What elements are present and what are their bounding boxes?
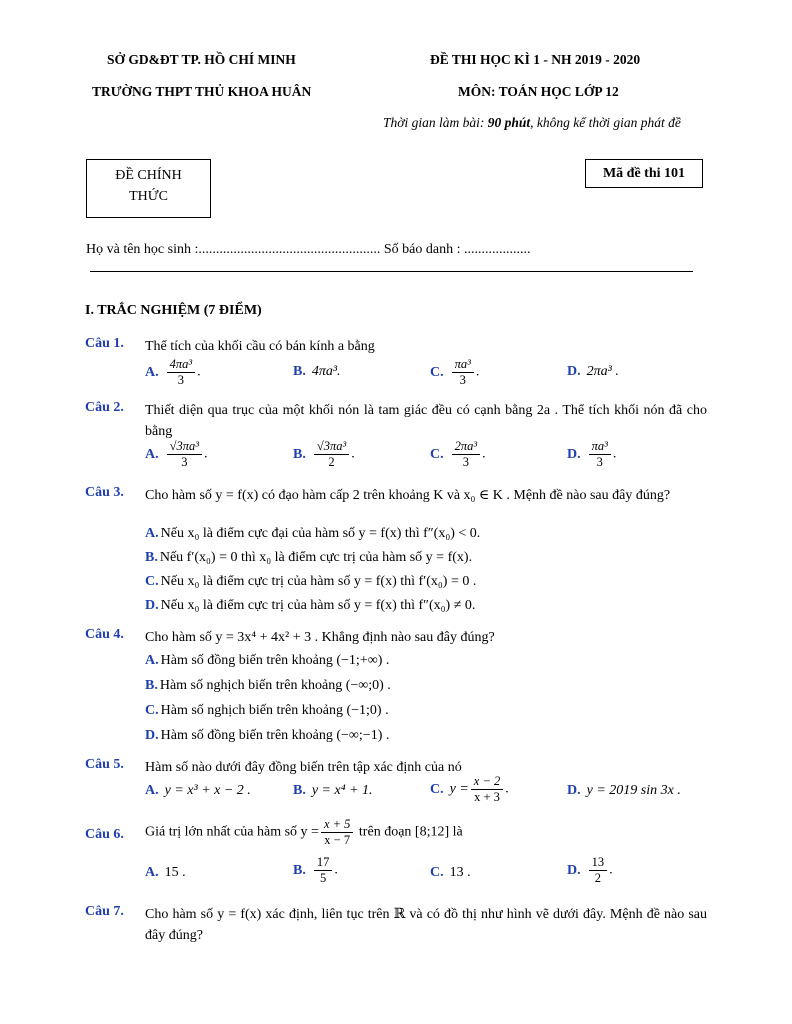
student-info-line: Họ và tên học sinh :.................................................... Số báo danh : ...................	[86, 242, 531, 257]
school-name: TRƯỜNG THPT THỦ KHOA HUÂN	[92, 84, 312, 99]
numerator: 4πa³	[167, 357, 196, 373]
fraction	[314, 439, 349, 470]
option-text: y = x⁴ + 1.	[311, 783, 373, 798]
option-label: C.	[430, 446, 444, 462]
option-label: C.	[430, 781, 444, 797]
option-after: .	[351, 446, 355, 462]
denominator: 3	[181, 455, 188, 469]
option-text: 13 .	[449, 865, 471, 880]
fraction	[321, 817, 353, 848]
question-1-text: Thể tích của khối cầu có bán kính a bằng	[145, 339, 375, 354]
fraction	[471, 774, 503, 805]
q2-option-d	[567, 439, 616, 470]
question-1-label: Câu 1.	[85, 336, 124, 351]
option-text: Hàm số nghịch biến trên khoảng (−1;0) .	[160, 703, 389, 718]
official-line-2: THỨC	[129, 189, 168, 204]
numerator: √3πa³	[167, 439, 202, 455]
option-text: 2πa³ .	[586, 364, 619, 379]
option-text: Nếu x₀ là điểm cực trị của hàm số y = f(x) thì f″(x₀) ≠ 0.	[160, 598, 476, 613]
question-5-text: Hàm số nào dưới đây đồng biến trên tập xác định của nó	[145, 760, 462, 775]
question-3-label: Câu 3.	[85, 485, 124, 500]
option-label: A.	[145, 364, 159, 380]
official-exam-box	[86, 159, 211, 218]
q2-option-a	[145, 439, 208, 470]
option-text: 15 .	[164, 865, 186, 880]
denominator: 2	[594, 871, 601, 885]
q6-option-a	[145, 865, 186, 881]
option-text: Nếu x₀ là điểm cực đại của hàm số y = f(x) thì f″(x₀) < 0.	[160, 526, 481, 541]
q5-option-a	[145, 783, 251, 799]
fraction	[314, 855, 333, 886]
option-after: .	[612, 446, 617, 462]
q5-option-d	[567, 783, 681, 799]
option-after: .	[475, 364, 480, 380]
option-text: Hàm số nghịch biến trên khoảng (−∞;0) .	[159, 678, 391, 693]
denominator: x − 7	[324, 833, 351, 847]
option-label: B.	[293, 446, 306, 462]
option-after: .	[505, 781, 509, 797]
denominator: 3	[177, 373, 184, 387]
option-before: y =	[449, 781, 469, 797]
option-label: D.	[567, 364, 581, 379]
department-name: SỞ GD&ĐT TP. HỒ CHÍ MINH	[107, 52, 296, 67]
question-4-label: Câu 4.	[85, 627, 124, 642]
option-label: B.	[293, 364, 306, 379]
q5-option-c	[430, 774, 509, 805]
option-label: C.	[145, 574, 159, 589]
option-text: Hàm số đồng biến trên khoảng (−1;+∞) .	[160, 653, 390, 668]
option-label: D.	[567, 862, 581, 878]
option-text: y = x³ + x − 2 .	[164, 783, 251, 798]
denominator: 3	[596, 455, 603, 469]
option-label: B.	[293, 783, 306, 798]
q2-option-b	[293, 439, 355, 470]
numerator: 17	[314, 855, 333, 871]
exam-code-box	[585, 159, 703, 188]
question-5-label: Câu 5.	[85, 757, 124, 772]
numerator: √3πa³	[314, 439, 349, 455]
option-text: y = 2019 sin 3x .	[586, 783, 681, 798]
q2-option-c	[430, 439, 486, 470]
q6-option-d	[567, 855, 613, 886]
q1-option-c	[430, 357, 479, 388]
option-after: .	[334, 862, 338, 878]
option-label: C.	[430, 364, 444, 380]
q4-option-d	[145, 726, 389, 746]
question-6-label: Câu 6.	[85, 827, 124, 842]
time-prefix: Thời gian làm bài:	[383, 115, 488, 130]
denominator: 2	[328, 455, 335, 469]
option-label: C.	[145, 703, 159, 718]
time-suffix: , không kể thời gian phát đề	[530, 115, 681, 130]
denominator: x + 3	[474, 790, 500, 804]
numerator: πa³	[589, 439, 611, 455]
denominator: 3	[459, 373, 466, 387]
numerator: x + 5	[321, 817, 353, 833]
option-after: .	[482, 446, 486, 462]
time-bold: 90 phút	[487, 115, 531, 130]
exam-title: ĐỀ THI HỌC KÌ 1 - NH 2019 - 2020	[430, 52, 641, 67]
question-7-label: Câu 7.	[85, 904, 124, 919]
option-label: A.	[145, 526, 159, 541]
option-label: B.	[145, 678, 158, 693]
q1-option-b	[293, 364, 341, 380]
header-divider	[90, 271, 693, 272]
q1-option-d	[567, 364, 619, 380]
q3-option-a	[145, 524, 480, 544]
option-label: A.	[145, 653, 159, 668]
option-label: B.	[293, 862, 306, 878]
q1-option-a	[145, 357, 201, 388]
option-after: .	[204, 446, 208, 462]
fraction	[589, 439, 611, 470]
fraction	[589, 855, 608, 886]
time-info	[383, 115, 681, 131]
numerator: 2πa³	[452, 439, 481, 455]
option-text: Nếu f′(x₀) = 0 thì x₀ là điểm cực trị của hàm số y = f(x).	[159, 550, 473, 565]
numerator: 13	[589, 855, 608, 871]
q3-option-d	[145, 596, 475, 616]
question-7-text: Cho hàm số y = f(x) xác định, liên tục trên ℝ và có đồ thị như hình vẽ dưới đây. Mệnh đề nào sau đây đúng?	[145, 907, 707, 943]
option-label: D.	[145, 598, 159, 613]
q6-option-b	[293, 855, 338, 886]
q6-text-after: trên đoạn [8;12] là	[355, 824, 463, 840]
fraction	[167, 439, 202, 470]
option-label: C.	[430, 865, 444, 880]
q6-text-before: Giá trị lớn nhất của hàm số y =	[145, 824, 319, 840]
q5-option-b	[293, 783, 373, 799]
q3-option-c	[145, 572, 476, 592]
fraction	[167, 357, 196, 388]
q6-option-c	[430, 865, 471, 881]
denominator: 3	[462, 455, 469, 469]
official-line-1: ĐỀ CHÍNH	[115, 168, 182, 183]
numerator: x − 2	[471, 774, 503, 790]
option-label: A.	[145, 865, 159, 880]
fraction	[452, 357, 474, 388]
q4-option-a	[145, 651, 389, 671]
q4-option-c	[145, 701, 389, 721]
option-label: D.	[567, 446, 581, 462]
option-after: .	[197, 364, 201, 380]
q3-option-b	[145, 548, 472, 568]
option-label: B.	[145, 550, 158, 565]
question-2-text: Thiết diện qua trục của một khối nón là tam giác đều có cạnh bằng 2a . Thể tích khối nón đã cho bằng	[145, 403, 707, 439]
option-text: Nếu x₀ là điểm cực trị của hàm số y = f(x) thì f′(x₀) = 0 .	[160, 574, 477, 589]
fraction	[452, 439, 481, 470]
denominator: 5	[319, 871, 327, 885]
question-3-text: Cho hàm số y = f(x) có đạo hàm cấp 2 trên khoảng K và x₀ ∈ K . Mệnh đề nào sau đây đúng?	[145, 488, 671, 503]
option-label: A.	[145, 446, 159, 462]
option-label: A.	[145, 783, 159, 798]
option-text: Hàm số đồng biến trên khoảng (−∞;−1) .	[160, 728, 390, 743]
numerator: πa³	[452, 357, 474, 373]
option-text: 4πa³.	[311, 364, 341, 379]
option-after: .	[609, 862, 613, 878]
q4-option-b	[145, 676, 391, 696]
option-label: D.	[145, 728, 159, 743]
question-2-label: Câu 2.	[85, 400, 124, 415]
exam-code: Mã đề thi 101	[602, 166, 686, 181]
subject-title: MÔN: TOÁN HỌC LỚP 12	[458, 84, 619, 99]
question-4-text: Cho hàm số y = 3x⁴ + 4x² + 3 . Khẳng định nào sau đây đúng?	[145, 630, 495, 645]
option-label: D.	[567, 783, 581, 798]
question-6-text	[145, 817, 463, 848]
section-title: I. TRẮC NGHIỆM (7 ĐIỂM)	[85, 303, 262, 318]
